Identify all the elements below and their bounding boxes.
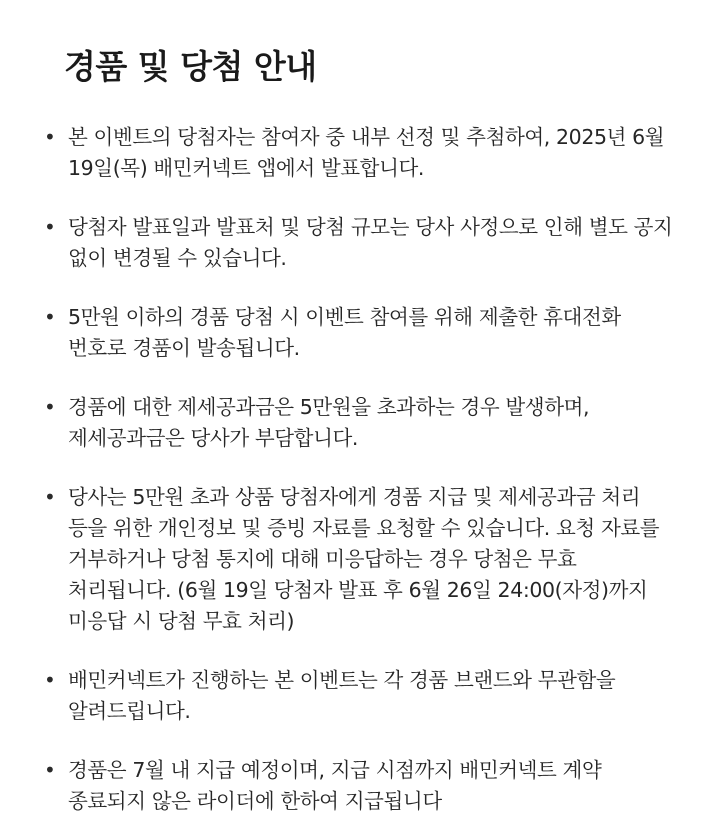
bullet-icon: • — [44, 305, 56, 329]
page-title: 경품 및 당첨 안내 — [64, 47, 317, 86]
bullet-icon: • — [44, 485, 56, 509]
list-item — [40, 302, 680, 364]
list-item — [40, 482, 680, 637]
list-item-text: 배민커넥트가 진행하는 본 이벤트는 각 경품 브랜드와 무관함을 알려드립니다. — [68, 668, 616, 723]
list-item-text: 경품에 대한 제세공과금은 5만원을 초과하는 경우 발생하며, 제세공과금은 당사가 부담합니다. — [68, 395, 590, 450]
bullet-icon: • — [44, 395, 56, 419]
notice-list — [40, 122, 680, 817]
list-item-text: 본 이벤트의 당첨자는 참여자 중 내부 선정 및 추첨하여, 2025년 6월 19일(목) 배민커넥트 앱에서 발표합니다. — [68, 125, 665, 180]
list-item — [40, 665, 680, 727]
list-item-text: 당첨자 발표일과 발표처 및 당첨 규모는 당사 사정으로 인해 별도 공지 없이 변경될 수 있습니다. — [68, 215, 673, 270]
list-item-text: 경품은 7월 내 지급 예정이며, 지급 시점까지 배민커넥트 계약 종료되지 않은 라이더에 한하여 지급됩니다 — [68, 758, 602, 813]
bullet-icon: • — [44, 215, 56, 239]
list-item — [40, 122, 680, 184]
list-item — [40, 392, 680, 454]
list-item-text: 당사는 5만원 초과 상품 당첨자에게 경품 지급 및 제세공과금 처리 등을 위한 개인정보 및 증빙 자료를 요청할 수 있습니다. 요청 자료를 거부하거나 당첨 통지에 대해 미응답하는 경우 당첨은 무효 처리됩니다. (6월 19일 당첨자 발표 후 6월 26일 24:00(자정)까지 미응답 시 당첨 무효 처리) — [68, 485, 660, 633]
list-item-text: 5만원 이하의 경품 당첨 시 이벤트 참여를 위해 제출한 휴대전화 번호로 경품이 발송됩니다. — [68, 305, 621, 360]
bullet-icon: • — [44, 758, 56, 782]
list-item — [40, 212, 680, 274]
bullet-icon: • — [44, 668, 56, 692]
bullet-icon: • — [44, 125, 56, 149]
list-item — [40, 755, 680, 817]
